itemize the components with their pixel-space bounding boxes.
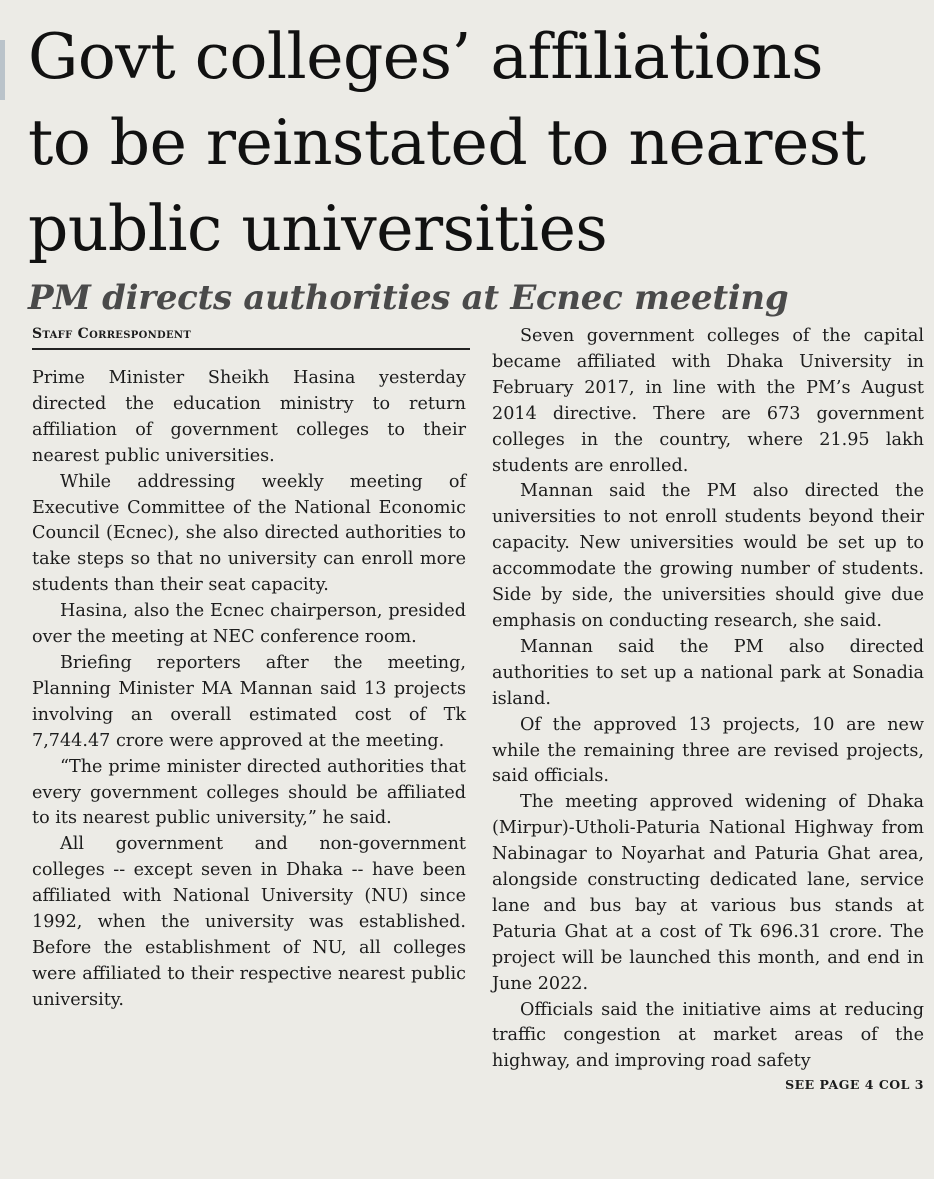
paragraph: Officials said the initiative aims at reducing traffic congestion at market areas of the highway, and improving road safety <box>492 999 924 1072</box>
column-left <box>32 324 466 1014</box>
headline-line: to be reinstated to nearest <box>28 106 866 179</box>
article-body <box>28 324 922 1124</box>
scan-edge-mark <box>0 40 5 100</box>
headline-line: Govt colleges’ affiliations <box>28 20 823 93</box>
byline: Staff Correspondent <box>32 324 470 350</box>
paragraph: Mannan said the PM also directed the universities to not enroll students beyond their capacity. New universities would be set up to accommodate the growing number of students. Side by side, the universities should give due emphasis on conducting research, she said. <box>492 481 924 631</box>
paragraph: The meeting approved widening of Dhaka (Mirpur)-Utholi-Paturia National Highway from Nabinagar to Noyarhat and Paturia Ghat area, alongside constructing dedicated lane, service lane and bus bay at various bus stands at Paturia Ghat at a cost of Tk 696.31 crore. The project will be launched this month, and end in June 2022. <box>492 792 924 994</box>
paragraph: Mannan said the PM also directed authorities to set up a national park at Sonadia island. <box>492 636 924 709</box>
continuation-note: SEE PAGE 4 COL 3 <box>785 1077 924 1093</box>
paragraph: “The prime minister directed authorities that every government colleges should be affiliated to its nearest public university,” he said. <box>32 756 466 829</box>
column-right <box>492 324 924 1093</box>
headline <box>28 14 922 272</box>
paragraph: While addressing weekly meeting of Executive Committee of the National Economic Council (Ecnec), she also directed authorities to take steps so that no university can enroll more students than their seat capacity. <box>32 471 466 596</box>
headline-line: public universities <box>28 192 608 265</box>
paragraph: Prime Minister Sheikh Hasina yesterday directed the education ministry to return affiliation of government colleges to their nearest public universities. <box>32 368 466 466</box>
paragraph: Seven government colleges of the capital became affiliated with Dhaka University in February 2017, in line with the PM’s August 2014 directive. There are 673 government colleges in the country, where 21.95 lakh students are enrolled. <box>492 326 924 476</box>
paragraph: Briefing reporters after the meeting, Planning Minister MA Mannan said 13 projects involving an overall estimated cost of Tk 7,744.47 crore were approved at the meeting. <box>32 652 466 751</box>
subheadline: PM directs authorities at Ecnec meeting <box>28 278 789 318</box>
paragraph: Of the approved 13 projects, 10 are new while the remaining three are revised projects, said officials. <box>492 714 924 787</box>
paragraph: All government and non-government colleges -- except seven in Dhaka -- have been affiliated with National University (NU) since 1992, when the university was established. Before the establishment of NU, all colleges were affiliated to their respective nearest public university. <box>32 834 466 1010</box>
paragraph: Hasina, also the Ecnec chairperson, presided over the meeting at NEC conference room. <box>32 601 466 648</box>
